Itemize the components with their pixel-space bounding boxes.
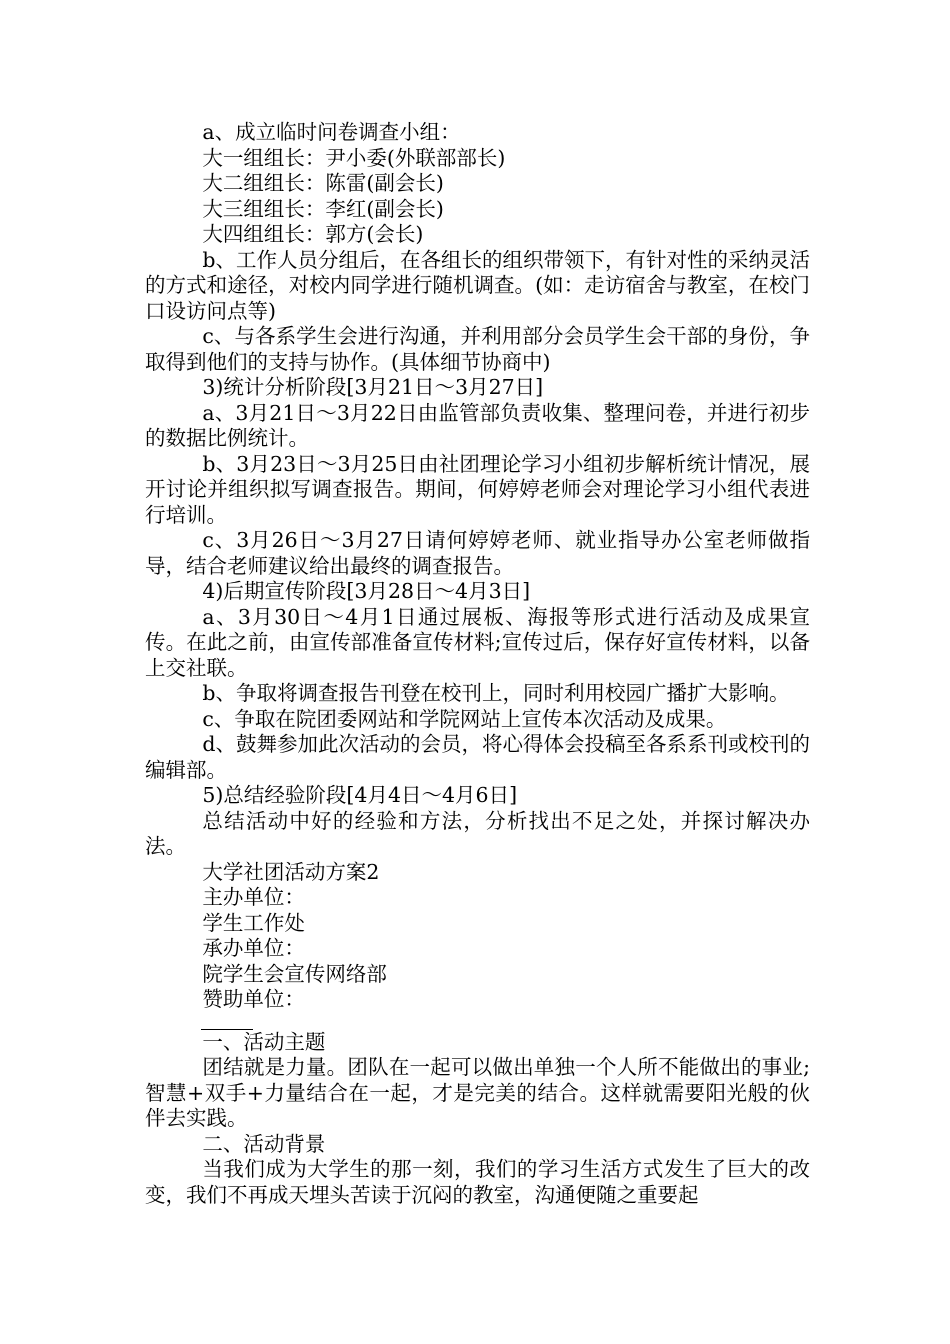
paragraph: a、成立临时问卷调查小组： bbox=[202, 120, 461, 144]
paragraph: 大三组组长：李红(副会长) bbox=[202, 196, 444, 221]
paragraph: 当我们成为大学生的那一刻，我们的学习生活方式发生了巨大的改变，我们不再成天埋头苦读于沉闷的教室，沟通便随之重要起 bbox=[145, 1157, 810, 1207]
paragraph: b、3月23日～3月25日由社团理论学习小组初步解析统计情况，展开讨论并组织拟写调查报告。期间，何婷婷老师会对理论学习小组代表进行培训。 bbox=[145, 451, 810, 527]
paragraph: b、争取将调查报告刊登在校刊上，同时利用校园广播扩大影响。 bbox=[202, 681, 790, 705]
paragraph: 大二组组长：陈雷(副会长) bbox=[202, 171, 444, 195]
paragraph: c、争取在院团委网站和学院网站上宣传本次活动及成果。 bbox=[202, 706, 727, 731]
paragraph: b、工作人员分组后，在各组长的组织带领下，有针对性的采纳灵活的方式和途径，对校内同学进行随机调查。(如：走访宿舍与教室，在校门口设访问点等) bbox=[145, 247, 811, 323]
paragraph: 学生工作处 bbox=[202, 910, 305, 935]
paragraph: 团结就是力量。团队在一起可以做出单独一个人所不能做出的事业;智慧+双手+力量结合在一起，才是完美的结合。这样就需要阳光般的伙伴去实践。 bbox=[145, 1055, 810, 1130]
section-heading: 二、活动背景 bbox=[202, 1131, 326, 1156]
section-heading: 一、活动主题 bbox=[202, 1029, 326, 1054]
paragraph: 主办单位： bbox=[202, 885, 305, 909]
section-heading: 5)总结经验阶段[4月4日～4月6日] bbox=[202, 783, 518, 807]
paragraph: c、与各系学生会进行沟通，并利用部分会员学生会干部的身份，争取得到他们的支持与协作。(具体细节协商中) bbox=[145, 324, 810, 374]
paragraph: 承办单位： bbox=[202, 936, 305, 960]
paragraph: 大一组组长：尹小委(外联部部长) bbox=[202, 145, 506, 170]
document-title: 大学社团活动方案2 bbox=[202, 859, 380, 884]
section-heading: 3)统计分析阶段[3月21日～3月27日] bbox=[202, 375, 544, 399]
paragraph: c、3月26日～3月27日请何婷婷老师、就业指导办公室老师做指导，结合老师建议给出最终的调查报告。 bbox=[145, 528, 810, 578]
paragraph: a、3月30日～4月1日通过展板、海报等形式进行活动及成果宣传。在此之前，由宣传部准备宣传材料;宣传过后，保存好宣传材料，以备上交社联。 bbox=[145, 604, 810, 680]
paragraph: 大四组组长：郭方(会长) bbox=[202, 222, 424, 246]
document-page bbox=[145, 120, 810, 1208]
paragraph: 院学生会宣传网络部 bbox=[202, 961, 387, 986]
paragraph: 总结活动中好的经验和方法，分析找出不足之处，并探讨解决办法。 bbox=[145, 808, 810, 858]
paragraph: 赞助单位： bbox=[202, 987, 305, 1011]
section-heading: 4)后期宣传阶段[3月28日～4月3日] bbox=[202, 579, 531, 603]
paragraph: a、3月21日～3月22日由监管部负责收集、整理问卷，并进行初步的数据比例统计。 bbox=[145, 400, 810, 450]
paragraph: d、鼓舞参加此次活动的会员，将心得体会投稿至各系系刊或校刊的编辑部。 bbox=[145, 732, 811, 782]
